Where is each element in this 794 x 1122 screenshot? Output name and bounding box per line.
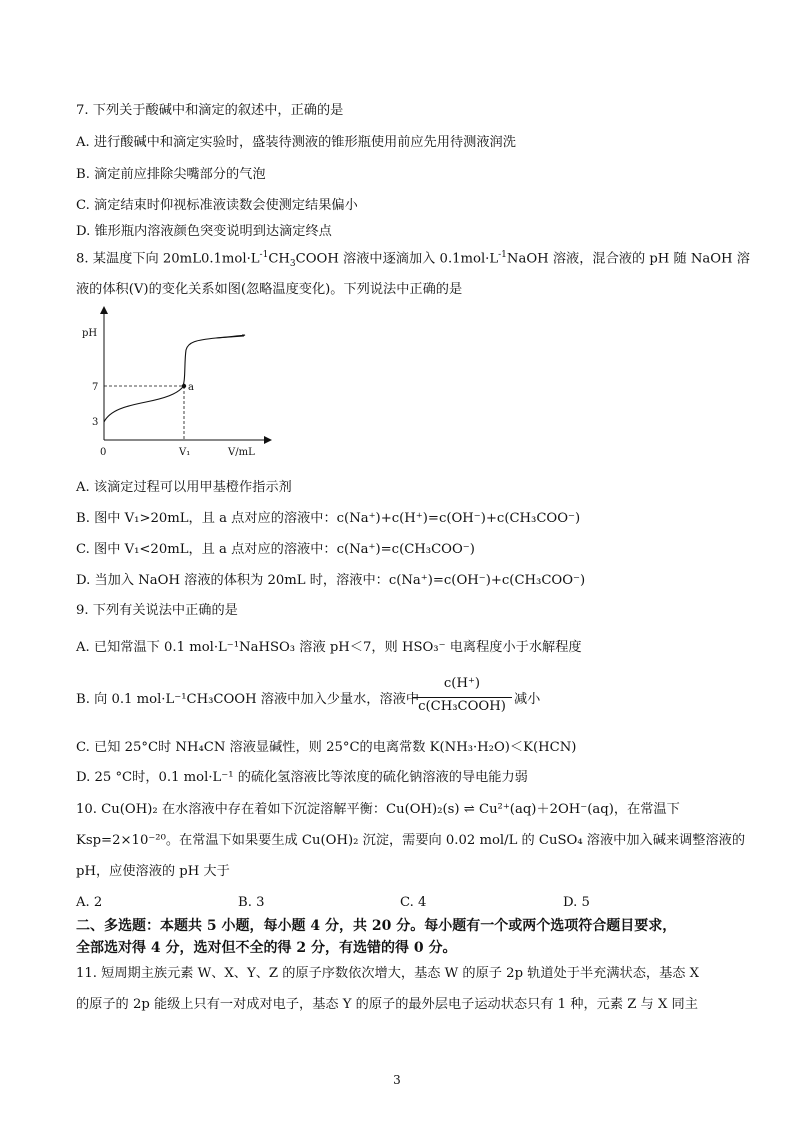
tick-label-7: 7 [92, 382, 99, 393]
q9-option-b-suffix: 减小 [514, 692, 541, 707]
q10-option-a: A. 2 [76, 895, 103, 910]
origin-label: 0 [100, 447, 107, 458]
section-heading-line2: 全部选对得 4 分，选对但不全的得 2 分，有选错的得 0 分。 [76, 940, 457, 956]
q10-option-b: B. 3 [238, 895, 265, 910]
titration-curve [104, 335, 245, 422]
tick-label-v1: V₁ [179, 447, 191, 458]
q11-line2: 的原子的 2p 能级上只有一对成对电子，基态 Y 的原子的最外层电子运动状态只有 1 种，元素 Z 与 X 同主 [76, 997, 698, 1012]
q8-stem-line2: 液的体积(V)的变化关系如图(忽略温度变化)。下列说法中正确的是 [76, 282, 463, 297]
q9-option-b-prefix: B. 向 0.1 mol·L⁻¹CH₃COOH 溶液中加入少量水，溶液中 [76, 692, 420, 707]
q9-option-c: C. 已知 25°C时 NH₄CN 溶液显碱性，则 25°C的电离常数 K(NH₃·H₂O)＜K(HCN) [76, 740, 577, 755]
q8-option-c: C. 图中 V₁<20mL，且 a 点对应的溶液中：c(Na⁺)=c(CH₃COO⁻) [76, 542, 475, 557]
q10-option-d: D. 5 [563, 895, 590, 910]
q7-option-a: A. 进行酸碱中和滴定实验时，盛装待测液的锥形瓶使用前应先用待测液润洗 [76, 135, 516, 150]
q10-option-c: C. 4 [400, 895, 427, 910]
q9-option-d: D. 25 °C时，0.1 mol·L⁻¹ 的硫化氢溶液比等浓度的硫化钠溶液的导电能力弱 [76, 770, 528, 785]
q8-option-a: A. 该滴定过程可以用甲基橙作指示剂 [76, 480, 292, 495]
q11-line1: 11. 短周期主族元素 W、X、Y、Z 的原子序数依次增大，基态 W 的原子 2p 轨道处于半充满状态，基态 X [76, 966, 700, 981]
q10-line2: Ksp=2×10⁻²⁰。在常温下如果要生成 Cu(OH)₂ 沉淀，需要向 0.02 mol/L 的 CuSO₄ 溶液中加入碱来调整溶液的 [76, 833, 746, 848]
q9-option-a: A. 已知常温下 0.1 mol·L⁻¹NaHSO₃ 溶液 pH＜7，则 HSO₃⁻ 电离程度小于水解程度 [76, 640, 582, 655]
q8-option-b: B. 图中 V₁>20mL，且 a 点对应的溶液中：c(Na⁺)+c(H⁺)=c(OH⁻)+c(CH₃COO⁻) [76, 511, 581, 526]
titration-curve-graph [76, 302, 276, 462]
y-axis-label: pH [82, 328, 98, 339]
section-heading-line1: 二、多选题：本题共 5 小题，每小题 4 分，共 20 分。每小题有一个或两个选项符合题目要求， [76, 918, 677, 934]
q10-line3: pH，应使溶液的 pH 大于 [76, 864, 230, 879]
q7-stem: 7. 下列关于酸碱中和滴定的叙述中，正确的是 [76, 103, 344, 118]
q7-option-d: D. 锥形瓶内溶液颜色突变说明到达滴定终点 [76, 224, 332, 239]
q10-line1: 10. Cu(OH)₂ 在水溶液中存在着如下沉淀溶解平衡：Cu(OH)₂(s) ⇌ Cu²⁺(aq)＋2OH⁻(aq)，在常温下 [76, 802, 680, 817]
fraction-numerator: c(H⁺) [443, 676, 481, 691]
q7-option-b: B. 滴定前应排除尖嘴部分的气泡 [76, 167, 266, 182]
point-a-label: a [188, 382, 194, 393]
x-axis-label: V/mL [228, 447, 255, 458]
q9-option-b-fraction [412, 676, 512, 719]
fraction-denominator: c(CH₃COOH) [418, 699, 506, 714]
point-a-marker [182, 384, 186, 388]
page-number: 3 [393, 1073, 401, 1087]
q9-stem: 9. 下列有关说法中正确的是 [76, 603, 238, 618]
q8-option-d: D. 当加入 NaOH 溶液的体积为 20mL 时，溶液中：c(Na⁺)=c(OH⁻)+c(CH₃COO⁻) [76, 573, 586, 588]
fraction-bar [412, 697, 512, 698]
tick-label-3: 3 [92, 417, 99, 428]
q7-option-c: C. 滴定结束时仰视标准液读数会使测定结果偏小 [76, 198, 358, 213]
q8-stem-line1: 8. 某温度下向 $20mL0.1mol\cdot L^{-1}CH_3COOH$ 溶液中逐滴加入 $0.1mol\cdot L^{-1}NaOH$ 溶液，混合液的 pH 随 NaOH 溶 [76, 250, 750, 270]
